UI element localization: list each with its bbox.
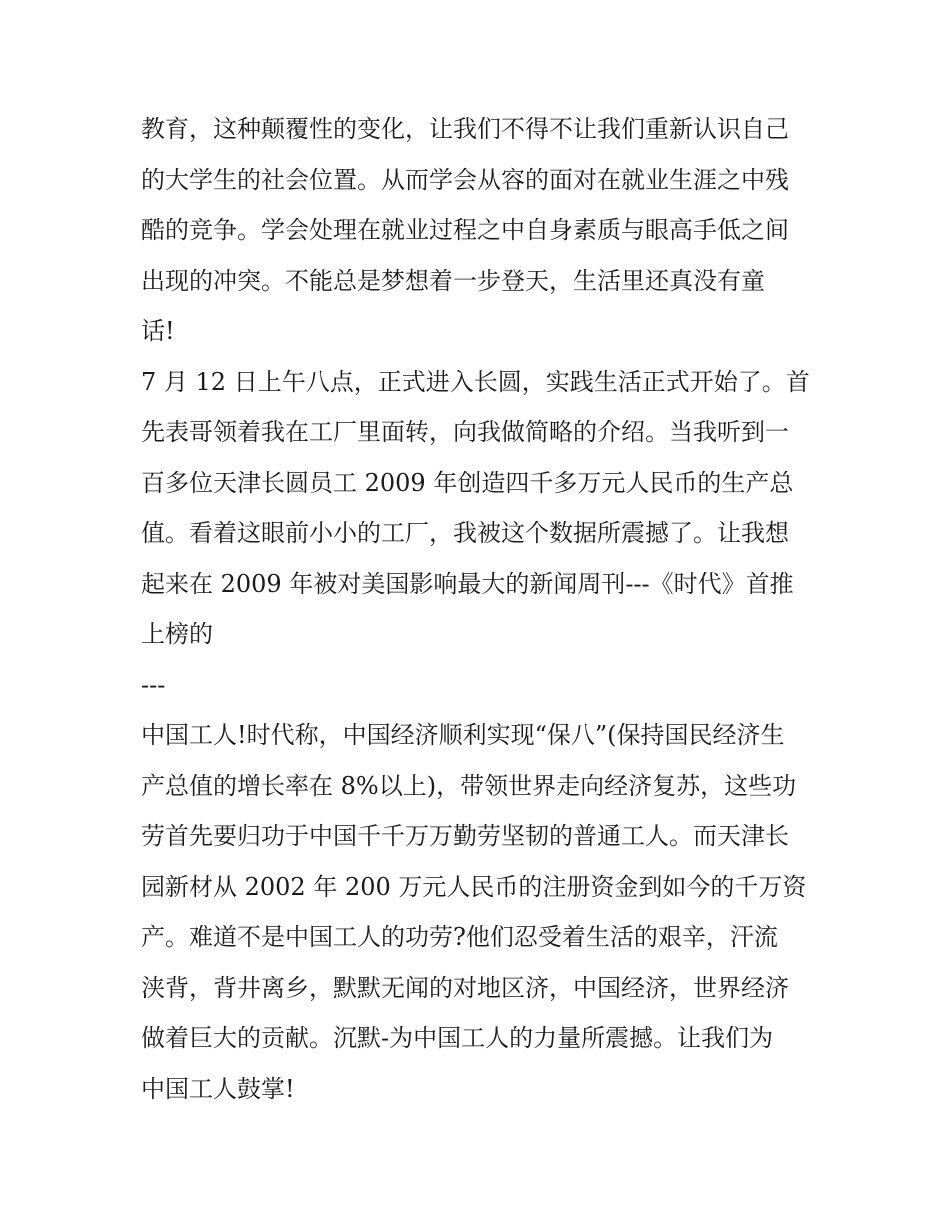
text-line: 园新材从 2002 年 200 万元人民币的注册资金到如今的千万资 <box>141 872 807 901</box>
text-line: 百多位天津长圆员工 2009 年创造四千多万元人民币的生产总 <box>141 468 794 497</box>
text-line: 上榜的 <box>141 620 213 648</box>
text-line: 话! <box>141 317 175 345</box>
text-line: 7 月 12 日上午八点，正式进入长圆，实践生活正式开始了。首 <box>141 367 810 396</box>
text-line: 酷的竞争。学会处理在就业过程之中自身素质与眼高手低之间 <box>141 216 789 244</box>
text-line: 教育，这种颠覆性的变化，让我们不得不让我们重新认识自己 <box>141 115 789 143</box>
text-line: 产。难道不是中国工人的功劳?他们忍受着生活的艰辛，汗流 <box>141 923 778 951</box>
text-line: 起来在 2009 年被对美国影响最大的新闻周刊---《时代》首推 <box>141 569 794 598</box>
text-line: 先表哥领着我在工厂里面转，向我做简略的介绍。当我听到一 <box>141 418 789 446</box>
text-line: 值。看着这眼前小小的工厂，我被这个数据所震撼了。让我想 <box>141 519 789 547</box>
text-line: 中国工人鼓掌! <box>141 1074 295 1103</box>
text-line: 做着巨大的贡献。沉默-为中国工人的力量所震撼。让我们为 <box>141 1024 774 1052</box>
text-line: 中国工人!时代称，中国经济顺利实现“保八”(保持国民经济生 <box>141 721 785 749</box>
text-line: 的大学生的社会位置。从而学会从容的面对在就业生涯之中残 <box>141 165 789 194</box>
text-line: 浃背，背井离乡，默默无闻的对地区济，中国经济，世界经济 <box>141 973 789 1002</box>
page-break-marker: --- <box>141 670 166 699</box>
text-line: 出现的冲突。不能总是梦想着一步登天，生活里还真没有童 <box>141 266 765 295</box>
text-line: 产总值的增长率在 8%以上)，带领世界走向经济复苏，这些功 <box>141 771 797 800</box>
document-body <box>141 104 821 1114</box>
text-line: 劳首先要归功于中国千千万万勤劳坚韧的普通工人。而天津长 <box>141 822 789 850</box>
